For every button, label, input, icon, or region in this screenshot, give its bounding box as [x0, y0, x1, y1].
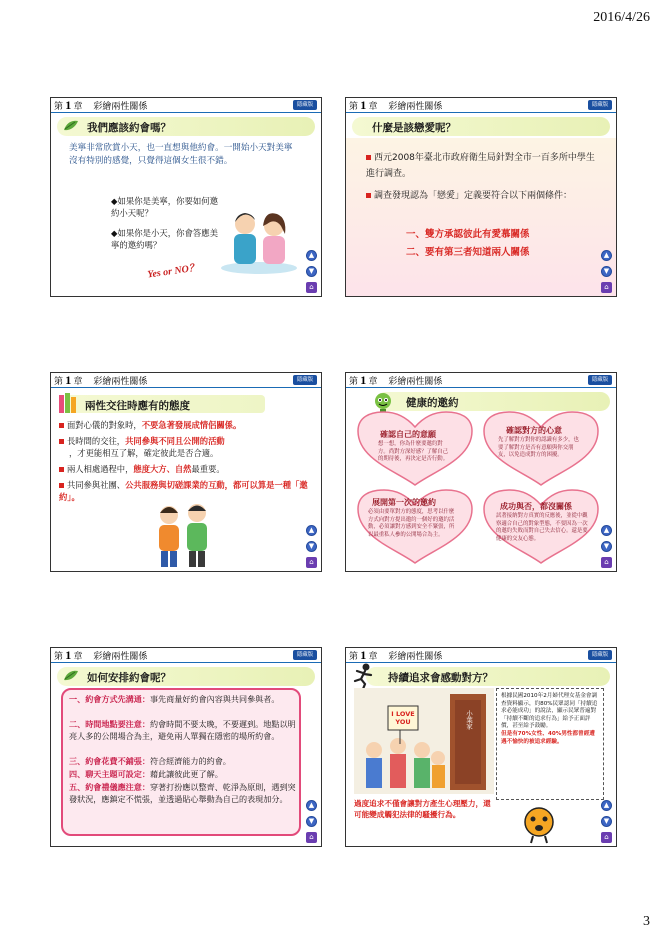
brand-badge: 隱藏版 — [588, 100, 612, 110]
bullet-icon — [59, 467, 64, 472]
bullet-icon — [59, 423, 64, 428]
point-1: 面對心儀的對象時，不要急著發展成情侶關係。 — [59, 419, 309, 431]
heart-1-text: 想一想，你為什麼要邀約對方。尚對方深好感？了解自己的期待後，再決定是否行動。 — [378, 441, 449, 462]
brand-badge: 隱藏版 — [293, 650, 317, 660]
slide-title: 我們應該約會嗎？ — [87, 122, 171, 134]
nav-up-button[interactable]: ▲ — [306, 800, 317, 811]
love-sign-text: I LOVE YOU — [391, 710, 415, 726]
brand-badge: 隱藏版 — [293, 100, 317, 110]
question-1: ◆如果你是美寧，你要如何邀約小天呢？ — [111, 196, 218, 218]
condition-1: 一、雙方承認彼此有愛慕關係 — [406, 229, 530, 240]
slide-5 — [50, 647, 322, 847]
nav-up-button[interactable]: ▲ — [601, 525, 612, 536]
slide-nav — [601, 795, 613, 843]
tip-5: 五、約會禮儀應注意：穿著打扮應以整齊、乾淨為原則，遇到突發狀況，應鎮定不慌張，並透過貼心舉動為自己的表現加分。 — [69, 782, 296, 804]
condition-2: 二、要有第三者知道兩人關係 — [406, 247, 530, 258]
chapter-label: 第 1 章 — [349, 373, 378, 387]
title-bar — [376, 392, 610, 411]
slide-nav — [306, 245, 318, 293]
slide-nav — [306, 520, 318, 568]
nav-up-button[interactable]: ▲ — [601, 250, 612, 261]
heart-4-text: 試著接納對方真實的反應後，並從中觀察適合自己的對象型態，不要因為一次的邀約失敗而對自己失去信心。還是要健康的交友心態。 — [496, 513, 588, 542]
chapter-label: 第 1 章 — [349, 98, 378, 112]
page-date: 2016/4/26 — [593, 10, 650, 25]
slide-title: 健康的邀約 — [406, 397, 459, 409]
heart-1-title: 確認自己的意願 — [380, 430, 436, 439]
heart-2-text: 先了解對方對你的認識有多少，也要了解對方是否有意願與你交朋友，以免造成對方的困擾。 — [498, 437, 579, 458]
course-name: 彩繪兩性關係 — [93, 652, 148, 662]
tip-3: 三、約會花費不鋪張：符合經濟能力的約會。 — [69, 756, 231, 766]
leaf-icon — [63, 669, 79, 682]
nav-up-button[interactable]: ▲ — [306, 525, 317, 536]
tip-4: 四、聊天主題可設定：藉此讓彼此更了解。 — [69, 769, 223, 779]
tip-1: 一、約會方式先溝通：事先商量好約會內容與共同參與者。 — [69, 694, 280, 704]
slide-header — [51, 373, 321, 388]
nav-down-button[interactable]: ▼ — [306, 266, 317, 277]
chapter-label: 第 1 章 — [54, 373, 83, 387]
chapter-label: 第 1 章 — [54, 648, 83, 662]
nav-home-button[interactable]: ⌂ — [601, 282, 612, 293]
friends-illustration — [147, 491, 222, 569]
yes-or-no-tag: Yes or NO？ — [146, 262, 200, 281]
point-4: 共同參與社團、公共服務與切磋課業的互動，都可以算是一種「邀約」。 — [59, 480, 308, 502]
runner-icon — [352, 662, 376, 690]
point-2: 長時間的交往，共同參與不同且公開的活動 ，才更能相互了解，確定彼此是否合適。 — [59, 435, 309, 459]
slide-title: 持續追求會感動對方？ — [388, 672, 493, 684]
nav-home-button[interactable]: ⌂ — [601, 832, 612, 843]
survey-text: 西元2008年臺北市政府衛生局針對全市一百多所中學生進行調查。 — [366, 153, 595, 179]
nav-home-button[interactable]: ⌂ — [601, 557, 612, 568]
slide-title: 如何安排約會呢？ — [87, 672, 171, 684]
warning-caption: 過度追求不僅會讓對方產生心理壓力，還可能變成觸犯法律的騷擾行為。 — [354, 799, 491, 819]
tip-2: 二、時間地點要注意：約會時間不要太晚，不要遲到。地點以明亮人多的公開場合為主，避免兩人單獨在隱密的場所約會。 — [69, 719, 296, 741]
title-bar — [366, 667, 610, 686]
slide-nav — [601, 520, 613, 568]
nav-up-button[interactable]: ▲ — [601, 800, 612, 811]
chapter-label: 第 1 章 — [54, 98, 83, 112]
point-3: 兩人相處過程中，態度大方、自然最重要。 — [59, 463, 309, 475]
heart-3-title: 展開第一次的邀約 — [372, 498, 436, 507]
leaf-icon — [63, 119, 79, 132]
title-bar — [57, 117, 315, 136]
brand-badge: 隱藏版 — [588, 375, 612, 385]
nav-home-button[interactable]: ⌂ — [306, 557, 317, 568]
slide-4 — [345, 372, 617, 572]
nav-down-button[interactable]: ▼ — [306, 541, 317, 552]
nav-down-button[interactable]: ▼ — [601, 541, 612, 552]
door-sign-text: 小葉家 — [465, 710, 473, 730]
slide-header — [51, 648, 321, 663]
scenario-text: 美寧非常欣賞小天，也一直想與他約會。一開始小天對美寧沒有特別的感覺，只覺得這個女生很不錯。 — [69, 143, 293, 166]
bullet-icon — [366, 155, 371, 160]
books-icon — [57, 391, 79, 415]
slide-nav — [306, 795, 318, 843]
brand-badge: 隱藏版 — [293, 375, 317, 385]
bullet-icon — [59, 483, 64, 488]
slide-3 — [50, 372, 322, 572]
course-name: 彩繪兩性關係 — [388, 102, 443, 112]
slide-header — [346, 373, 616, 388]
crowd-art — [354, 688, 494, 794]
heart-3-text: 必須由要單對方的態度，思考以什麼方式向對方提出邀約一個好的邀約活動，必須讓對方感到安全不緊張，所以最重私人參的公開場合為主。 — [368, 509, 455, 538]
slide-header — [346, 648, 616, 663]
heart-2-title: 確認對方的心意 — [506, 426, 562, 435]
nav-down-button[interactable]: ▼ — [306, 816, 317, 827]
course-name: 彩繪兩性關係 — [93, 377, 148, 387]
survey-note: 根據民國2010年2月婦代理女基金會調查資料顯示，約80%民眾認同「持續追求必能成功」的說法，顯示民眾普遍對「持續不斷的追求行為」給予正面評價，甚至給予鼓勵。 但是有70%女性、40%男性都曾經遭遇不愉快的被追求經驗。 — [496, 688, 604, 800]
slide-title: 兩性交往時應有的態度 — [85, 400, 190, 412]
question-2: ◆如果你是小天，你會答應美寧的邀約嗎？ — [111, 228, 218, 250]
worried-face-icon — [521, 806, 557, 844]
slide-2 — [345, 97, 617, 297]
bullet-icon — [366, 193, 371, 198]
nav-home-button[interactable]: ⌂ — [306, 832, 317, 843]
couple-illustration — [219, 196, 299, 276]
slide-6 — [345, 647, 617, 847]
course-name: 彩繪兩性關係 — [388, 652, 443, 662]
nav-down-button[interactable]: ▼ — [601, 266, 612, 277]
course-name: 彩繪兩性關係 — [93, 102, 148, 112]
nav-home-button[interactable]: ⌂ — [306, 282, 317, 293]
slide-1 — [50, 97, 322, 297]
nav-up-button[interactable]: ▲ — [306, 250, 317, 261]
chapter-label: 第 1 章 — [349, 648, 378, 662]
bullet-icon — [59, 439, 64, 444]
title-bar — [65, 395, 265, 413]
title-bar — [352, 117, 610, 136]
slide-header — [346, 98, 616, 113]
course-name: 彩繪兩性關係 — [388, 377, 443, 387]
pursuit-illustration — [354, 688, 494, 794]
page-number: 3 — [643, 914, 650, 929]
nav-down-button[interactable]: ▼ — [601, 816, 612, 827]
slide-nav — [601, 245, 613, 293]
slide-title: 什麼是該戀愛呢？ — [372, 122, 456, 134]
definition-text: 調查發現認為「戀愛」定義要符合以下兩個條件： — [366, 188, 596, 204]
title-bar — [57, 667, 315, 686]
heart-4-title: 成功與否，都沒關係 — [500, 502, 572, 511]
slide-header — [51, 98, 321, 113]
brand-badge: 隱藏版 — [588, 650, 612, 660]
